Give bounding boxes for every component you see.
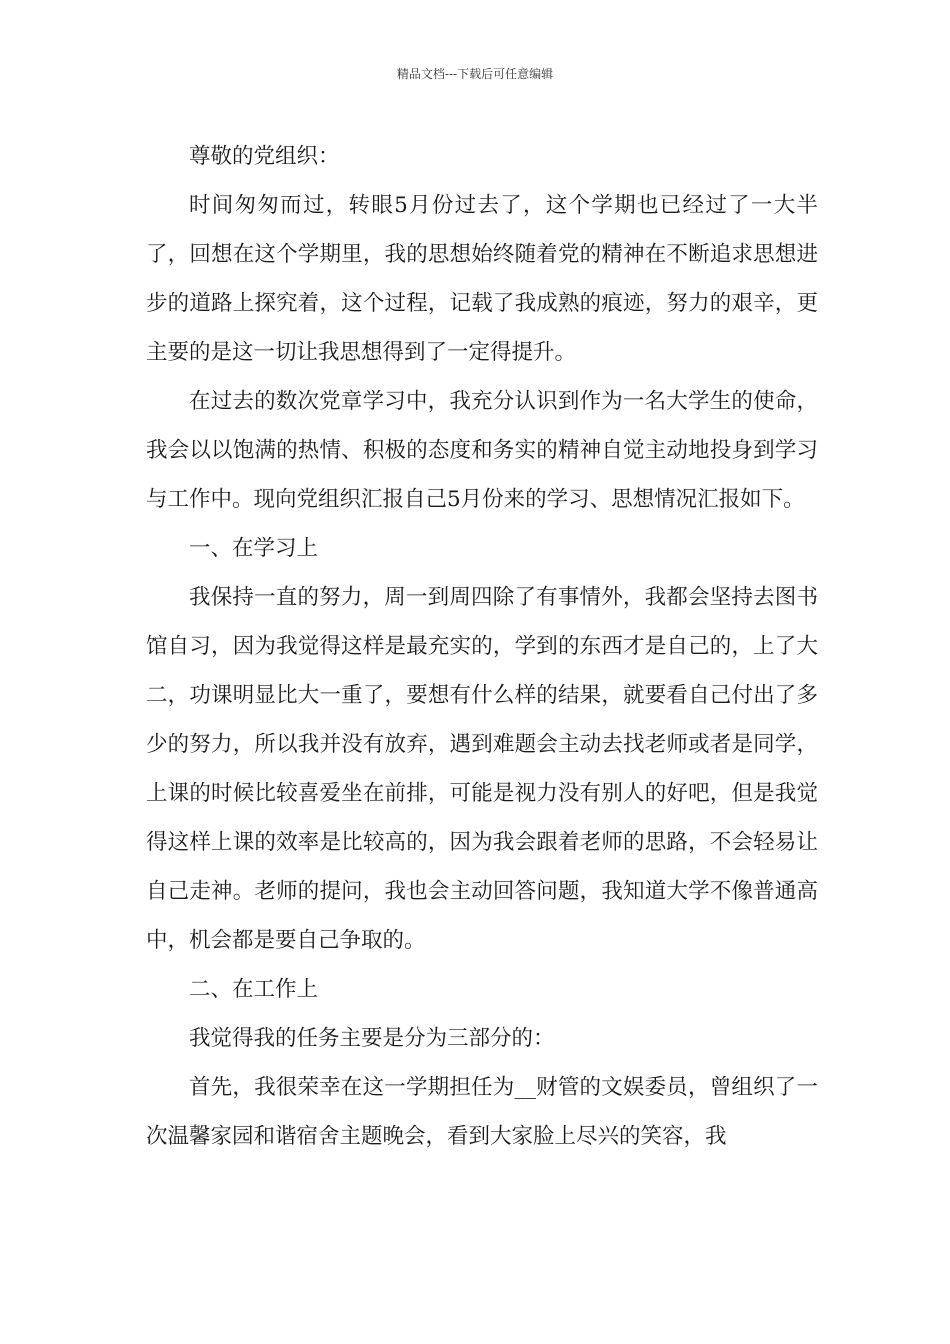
paragraph-study: 我保持一直的努力，周一到周四除了有事情外，我都会坚持去图书馆自习，因为我觉得这样是最充实的，学到的东西才是自己的，上了大二，功课明显比大一重了，要想有什么样的结果，就要看自己付出了多少的努力，所以我并没有放弃，遇到难题会主动去找老师或者是同学，上课的时候比较喜爱坐在前排，可能是视力没有别人的好吧，但是我觉得这样上课的效率是比较高的，因为我会跟着老师的思路，不会轻易让自己走神。老师的提问，我也会主动回答问题，我知道大学不像普通高中，机会都是要自己争取的。	[146, 585, 818, 953]
page-header: 精品文档---下载后可任意编辑	[396, 67, 554, 81]
salutation: 尊敬的党组织：	[189, 144, 340, 169]
paragraph-study-party-charter: 在过去的数次党章学习中，我充分认识到作为一名大学生的使命，我会以以饱满的热情、积极的态度和务实的精神自觉主动地投身到学习与工作中。现向党组织汇报自己5月份来的学习、思想情况汇报如下。	[146, 389, 818, 512]
section-heading-work: 二、在工作上	[189, 977, 319, 1002]
paragraph-work-first: 首先，我很荣幸在这一学期担任为__财管的文娱委员，曾组织了一次温馨家园和谐宿舍主题晚会，看到大家脸上尽兴的笑容，我	[146, 1075, 818, 1149]
paragraph-work-intro: 我觉得我的任务主要是分为三部分的：	[189, 1026, 555, 1051]
paragraph-intro: 时间匆匆而过，转眼5月份过去了，这个学期也已经过了一大半了，回想在这个学期里，我的思想始终随着党的精神在不断追求思想进步的道路上探究着，这个过程，记载了我成熟的痕迹，努力的艰辛，更主要的是这一切让我思想得到了一定得提升。	[146, 193, 818, 365]
section-heading-study: 一、在学习上	[189, 536, 319, 561]
document-body	[146, 132, 818, 1161]
